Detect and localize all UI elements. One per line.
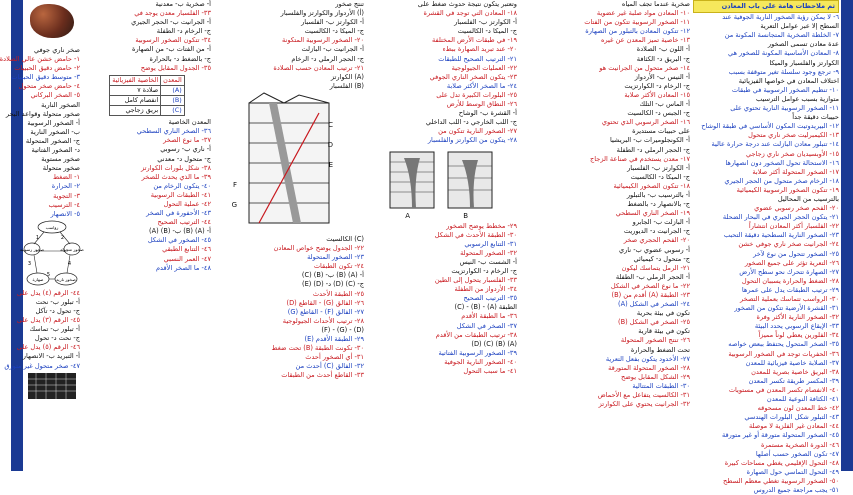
list-item: ٢١- الرمل يتماسك ليكون — [621, 263, 690, 272]
list-item: ١٤- تتبلور معادن البازلت عند درجة حرارة عالية — [711, 140, 839, 149]
minerals-table — [109, 75, 184, 116]
list-item: أ- (A) (B) ب- (B) (A) — [149, 227, 211, 236]
layer-label-c: C — [328, 120, 333, 129]
list-item: ١١- الصخور الرسوبية النارية تحتوي على — [730, 104, 839, 113]
list-item: ٢١- الترتيب الصحيح للطبقات — [438, 54, 517, 63]
list-item: ٤٧- العمر النسبي — [163, 254, 211, 263]
cycle-number-2: 2 — [60, 234, 64, 241]
rock-layers-figure-a-b — [382, 148, 502, 220]
list-item: ٢٣- الصخور المتحولة — [307, 253, 364, 262]
list-item: صخر ناري جوفي — [33, 46, 80, 54]
rock-specimen-image — [24, 0, 80, 46]
list-item: ١٦- الصخر الرسوبي الذي تحتوي — [601, 118, 690, 127]
list-item: (A) الكوارتز — [330, 72, 364, 81]
list-item: ٣٠- الطبقات المتتالية — [632, 381, 690, 390]
list-item: ٤٣- الأحفورة في الصخر — [146, 209, 211, 218]
list-item: ٣٧- الصخر في الشكل — [456, 321, 517, 330]
list-item: أ- رسوبي عضوي ب- ناري — [618, 245, 690, 254]
figure-label-b: B — [463, 211, 468, 220]
list-item: ج- بالانصهار د- بالضغط — [627, 200, 690, 209]
list-item: ٢٨- الضغط والحرارة يسببان التحول — [741, 276, 839, 285]
list-item: ٤٦- الدورة الصخرية مستمرة — [760, 440, 839, 449]
list-item: ٤٠- الصخور النارية الجوفية — [444, 357, 517, 366]
list-item: ج- بالضغط د- بالحرارة — [149, 54, 211, 63]
list-item: ١١- الصخور الرسوبية تتكون من الفتات — [584, 18, 690, 27]
list-item: ٣٧- الصلابة خاصية فيزيائية للمعدن — [745, 358, 839, 367]
list-item: أ- صخرية ب- معدنية — [155, 0, 211, 8]
list-item: ٦- لا يمكن رؤية الصخور النارية الجوفية عند — [722, 13, 839, 22]
list-item: عدة معادن تسمى الصخور — [767, 40, 839, 49]
section-header: ثم ملاحظات هامة على باب المعادن — [693, 0, 839, 13]
layer-label-e: E — [328, 160, 333, 169]
list-item: ٤٤- الرقم (٤) يدل على — [16, 288, 80, 297]
list-item: ٣٨- البريق خاصية بصرية للمعدن — [751, 367, 839, 376]
list-item: ١٨- المعادن التي توجد في القشرة — [423, 9, 517, 18]
list-item: ٢٩- مخطط يوضح الصخور — [446, 221, 517, 230]
list-item: ٣٥- الترتيب الصحيح — [463, 294, 517, 303]
list-item: ج- متحول د- معدني — [157, 154, 211, 163]
list-item: أ- تبلور ب- تماسك — [29, 325, 80, 334]
list-item: ٢٢- ما نوع الصخر في الشكل — [610, 281, 690, 290]
list-item: ٤٨- التحول الإقليمي يغطي مساحات كبيرة — [724, 458, 839, 467]
list-item: ٢١- يتكون الحجر الجيري في البحار الضحلة — [722, 213, 839, 222]
list-item: ٢٣- الطبقة (A) أقدم من (B) — [611, 291, 690, 299]
list-item: ٢٩- ترتيب الطبقات يدل على عمرها — [741, 285, 839, 294]
list-item: ج- الميكا د- الكالسيت — [304, 27, 364, 36]
list-item: ج- الرخام د- الكوارتزيت — [624, 81, 690, 90]
list-item: ٤٥- الرقم (٣) يدل على — [16, 316, 80, 325]
list-item: ٢٥- الصخر في الشكل (B) — [618, 318, 690, 327]
list-item: ٤٣- التبلور شكل البلورات الهندسي — [744, 413, 839, 422]
list-item: ٣٤- تتكون الصخور الرسوبية — [135, 36, 211, 45]
list-item: ٤٢- خط المعدن لون مسحوقه — [757, 404, 839, 413]
table-cell: الخاصية الفيزيائية — [110, 75, 161, 85]
list-item: ١- الضغط — [52, 173, 80, 182]
column-3 — [367, 0, 517, 471]
list-item: (C) الكالسيت — [326, 234, 364, 243]
list-item: ٢٠- عند تبريد الصهارة ببطء — [442, 45, 517, 54]
column-2 — [520, 0, 690, 471]
layer-label-d: D — [327, 140, 333, 149]
list-item: ٢- حامض دقيق الحبيبات — [14, 64, 80, 73]
list-item: ج- متحول د- كيميائي — [633, 254, 690, 263]
list-item: ١٧- معدن يستخدم في صناعة الزجاج — [589, 154, 690, 163]
list-item: ٣٩- المكسر طريقة تكسر المعدن — [748, 376, 839, 385]
list-item: الصخور النارية — [41, 100, 80, 109]
list-item: ٤١- ما سبب التحول — [463, 367, 517, 375]
list-item: ١٧- الصخور المتحولة أكثر صلابة — [752, 167, 839, 176]
list-item: ٤- حامض صخر متحول — [18, 82, 80, 91]
list-item: ٨- المعادن الأساسية المكونة للصخور هي — [727, 49, 839, 58]
list-item: ج- تحول د- تآكل — [35, 306, 80, 315]
list-item: ج- الجبس د- الكالسيت — [627, 109, 690, 118]
list-item: ٢٨- ترتيب الأحداث الجيولوجية — [282, 316, 364, 325]
table-row — [110, 106, 184, 116]
list-item: ١٠- تنظيم الصخور الرسوبية في طبقات — [731, 85, 839, 94]
list-item: صخور مستوية — [41, 155, 80, 164]
list-item: ٤٤- الترتيب الصحيح — [157, 218, 211, 227]
list-item: ج- الرخام د- الكوارتزيت — [451, 266, 517, 275]
list-item: ٣٧- ما نوع الصخر — [163, 136, 211, 145]
crystal-structure-image — [24, 371, 80, 401]
list-item: وتعتبر يتكون نتيجة حدوث ضغط على — [417, 0, 517, 8]
list-item: ج- الميكا د- الكالسيت — [630, 172, 690, 181]
column-3-list-bottom — [367, 222, 517, 377]
table-cell: (A) — [161, 85, 185, 95]
list-item: ج- الجرانيت د- الديوريت — [623, 227, 690, 236]
list-item: ج- الرخام د- الطفلة — [156, 27, 211, 36]
list-item: ٩- ترجع وجود سلسلة تغير متوقفة بسبب — [728, 67, 839, 76]
column-4-list-top — [214, 0, 364, 91]
list-item: ٤- الترسيب — [48, 200, 80, 209]
list-item: أ- الصخور الرسوبية — [27, 118, 80, 127]
list-item: ٣- متوسط دقيق الحبيبات — [11, 73, 80, 82]
list-item: ٣٥- الصخر المتحول يحتفظ ببعض خواصه — [728, 340, 839, 349]
list-item: ٣٤- الفلورين يعطي لوناً مميزاً — [758, 331, 839, 340]
list-item: ١٢- تتكون المعادن بالتبلور من الصهارة — [585, 27, 690, 36]
list-item: ٢٧- الصخور النارية تتكون من — [438, 127, 517, 136]
list-item: تكون في بيئة قارية — [638, 327, 690, 336]
list-item: ٥- الصخر البركاني — [30, 91, 80, 100]
column-6-list-top — [0, 46, 80, 219]
list-item: أ- التبريد ب- الانصهار — [22, 352, 80, 361]
list-item: ٢٢- الجدول يوضح خواص المعادن — [273, 244, 364, 253]
list-item: ٣٢- الفالق (C) أحدث من — [295, 362, 364, 371]
list-item: أ- النيس ب- الأردواز — [634, 72, 690, 81]
column-1 — [693, 0, 839, 494]
list-item: أ- الكوارتز ب- الفلسبار — [454, 18, 517, 27]
list-item: ٢٥- الصخور تتحول من نوع لآخر — [753, 249, 839, 258]
list-item: ٣١- الكالسيت يتفاعل مع الأحماض — [597, 391, 690, 400]
cycle-number-4: 4 — [67, 260, 71, 267]
column-5-list-bottom — [83, 118, 211, 273]
list-item: ج- الحجر الرملي د- الطفلة — [616, 145, 690, 154]
list-item: ٣٠- الطبقة الأحدث في الشكل — [434, 230, 517, 239]
cycle-label-sediments: رواسب — [45, 224, 59, 230]
table-row — [110, 85, 184, 95]
list-item: ٢٦- الفالق (G) - القاطع (D) — [286, 298, 364, 307]
table-cell: (B) — [161, 95, 185, 105]
list-item: ٢٠- الفحم صخر رسوبي عضوي — [754, 204, 839, 213]
list-item: ٢٧- الأخدود يتكون بفعل التعرية — [605, 354, 690, 363]
list-item: ٣٣- الفلسبار معدن يوجد في — [134, 9, 211, 18]
column-2-list — [520, 0, 690, 409]
list-item: ٥٠- الصخور الرسوبية تغطي معظم السطح — [723, 476, 839, 485]
list-item: ٣٠- الرواسب تتماسك بعملية التصخر — [739, 295, 839, 303]
list-item: ج- الصخور المتحولة — [25, 136, 80, 145]
list-item: أ- تبلور ب- نحت — [35, 297, 80, 306]
list-item: تحت الضغط والحرارة — [630, 345, 690, 354]
list-item: ١٢- البيريدوتيت المكون الأساسي في طبقة الوشاح — [701, 122, 839, 131]
list-item: أ- الماس ب- التلك — [639, 100, 690, 109]
list-item: د- الصخور الفتاتية — [31, 146, 80, 155]
column-4 — [214, 0, 364, 471]
table-cell: بريق زجاجي — [110, 106, 161, 116]
list-item: أ- بالترسيب ب- بالتبلور — [626, 190, 690, 199]
list-item: ج- نحت د- تحول — [34, 334, 80, 343]
list-item: صخور متحولة وقواعد البحر — [5, 109, 80, 118]
list-item: ٣١- القشرة الأرضية تتكون من الصخور — [734, 304, 839, 313]
list-item: ٣٢- الجرانيت يحتوي على الكوارتز — [598, 400, 690, 409]
list-item: ٢٧- الفالق (F) - القاطع (G) — [287, 307, 364, 316]
list-item: ١٣- الكيمبرليت صخر ناري متحول — [748, 131, 839, 140]
list-item: أ- من الفتات ب- من الصهارة — [131, 45, 211, 54]
column-4-list-bottom — [214, 235, 364, 381]
list-item: تكون في بيئة بحرية — [636, 309, 690, 318]
table-cell: صلادة ٧ — [110, 85, 161, 95]
list-item: أ- الكوارتز ب- الفلسبار — [627, 163, 690, 172]
list-item: ٤١- الطبقات الرسوبية — [150, 190, 211, 199]
list-item: صخرية عندما تجف المياه — [621, 0, 690, 8]
list-item: ٣١- التتابع الرسوبي — [464, 239, 517, 248]
cycle-label-sedimentary: صخور رسوبية — [19, 246, 45, 252]
column-5-list-top — [83, 0, 211, 73]
list-item: ١٨- تتكون الصخور الكيميائية — [613, 181, 690, 190]
list-item: حبيبات دقيقة جداً — [792, 113, 839, 122]
list-item: ٢٨- الصخور المتحولة المتورقة — [608, 363, 690, 372]
cycle-number-1: 1 — [35, 234, 39, 241]
list-item: ج- الحجر الرملي د- الرخام — [291, 54, 364, 63]
list-item: ٤٦- الرقم (٥) يدل على — [16, 343, 80, 352]
list-item: ٣٨- ترتيب الطبقات من الأقدم — [435, 330, 517, 339]
list-item: اختلاف المعادن في خواصها الفيزيائية — [738, 76, 839, 85]
list-item: أ- الكوارتز ب- الفلسبار — [301, 18, 364, 27]
list-item: ٥١- يجب مراجعة جميع الدروس — [753, 485, 839, 494]
list-item: ٤٠- الانفصام تكسر المعدن في مستويات — [728, 385, 839, 394]
list-item: أ- الكونجلوميرات ب- البريشيا — [609, 136, 690, 145]
list-item: ٢٨- يتكون من الكوارتز والفلسبار — [427, 136, 517, 145]
column-5 — [83, 0, 211, 471]
list-item: ٣٣- الفلسبار يتحول إلى الطين — [434, 276, 517, 285]
list-item: ١٩- في طبقات الأرض المختلفة — [432, 36, 517, 45]
list-item: ٢٩- الشكل المقابل يوضح — [620, 372, 690, 381]
list-item: ٣٢- الصخور المتحولة — [460, 248, 517, 257]
list-item: ١٩- الصخر الناري السطحي — [615, 209, 690, 218]
table-row — [110, 95, 184, 105]
list-item: ٣٤- الأردواز من الطفلة — [454, 285, 517, 294]
list-item: ب- الصخور النارية — [30, 127, 80, 136]
list-item: ٧- الخلطة الصخرية المتجانسة المكونة من — [724, 31, 839, 40]
list-item: المعدن الخاصية — [168, 118, 211, 127]
list-item: ٤٥- الصخور في الشكل — [147, 236, 211, 245]
column-1-list — [693, 13, 839, 495]
list-item: ٣٢- الصخور النارية الأكثر وفرة — [756, 313, 839, 322]
list-item: ٢٦- التعرية تؤثر على جميع الصخور — [744, 258, 839, 267]
cycle-number-5: 5 — [46, 271, 50, 278]
list-item: السطح إلا عبر عوامل التعرية — [760, 22, 839, 31]
right-border-band — [841, 0, 853, 471]
list-item: ١٣- خاصية تميز المعدن عن غيره — [600, 36, 690, 45]
list-item: ٢٠- الصخور الرسوبية المتكونة — [282, 36, 364, 45]
list-item: ج- اللب الخارجي د- اللب الداخلي — [425, 118, 517, 127]
list-item: ٤٢- عملية التحول — [163, 199, 211, 208]
list-item: ٢٤- الصخر في الشكل (A) — [618, 300, 690, 309]
list-item: ٢٢- العمليات الجيولوجية — [451, 63, 517, 72]
list-item: ٣٦- الصخر الناري السطحي — [136, 127, 211, 136]
list-item: ٤٧- صخر متحول غير متورق — [4, 361, 80, 370]
list-item: ٢٤- ما الصخر الأكثر صلابة — [446, 81, 517, 90]
column-6-list-bottom — [4, 288, 80, 371]
list-item: ٣٥- الجدول المقابل يوضح — [140, 63, 211, 72]
list-item: ٤٧- تكون الصخور حسب أصلها — [755, 449, 839, 458]
list-item: (A) (B) (C) (D) — [471, 339, 517, 348]
list-item: ٢٤- الجرانيت صخر ناري جوفي خشن — [738, 240, 839, 249]
cycle-label-igneous: صخور نارية — [56, 276, 76, 282]
list-item: ٢٣- الصخور النارية السطحية دقيقة التحبب — [723, 231, 839, 240]
list-item: ٤٩- التحول التماسي حول الصهارة — [746, 467, 839, 476]
list-item: ٢٥- البلورات الكبيرة تدل على — [436, 90, 517, 99]
rock-cycle-diagram — [19, 219, 84, 289]
list-item: ٢٥- الطبقة الأحدث — [312, 289, 364, 298]
list-item: ٣٩- الصخور الرسوبية الفتاتية — [438, 348, 517, 357]
list-item: ٣- التجوية — [53, 191, 80, 200]
list-item: ١- حامض خشن عالي الصلادة — [0, 55, 80, 64]
list-item: ١٠- المعادن مواد صلبة غير عضوية — [596, 9, 690, 18]
list-item: ٢٦- النطاق الوسط للأرض — [446, 100, 517, 109]
layer-label-f: F — [232, 180, 237, 189]
list-item: ٢٧- الصهارة تتحرك نحو سطح الأرض — [739, 267, 839, 276]
list-item: ٤٨- ما الصخر الأقدم — [155, 263, 211, 272]
list-item: متوازية بسبب عوامل الترسيب — [756, 94, 839, 103]
list-item: ٢- الحرارة — [51, 182, 80, 191]
list-item: ٢٢- الفلسبار أكثر المعادن انتشاراً — [748, 222, 839, 231]
list-item: ٣٣- القاطع أحدث من الطبقات — [281, 371, 364, 380]
list-item: ٢٣- يتكون الصخر الناري الجوفي — [429, 72, 517, 81]
list-item: أ- اللون ب- الصلادة — [636, 45, 690, 54]
list-item: بالترسيب من المحاليل — [777, 194, 839, 203]
list-item: (B) الفلسبار — [329, 81, 364, 90]
list-item: ٣٣- الإيقاع الرسوبي يحدد البيئة — [754, 322, 839, 331]
geologic-cross-section-figure — [229, 93, 349, 233]
list-item: ١٥- الأوبسيديان صخر ناري زجاجي — [745, 149, 839, 158]
cycle-number-3: 3 — [27, 260, 31, 267]
list-item: أ- القشرة ب- الوشاح — [458, 109, 517, 118]
table-cell: المعدن — [161, 75, 185, 85]
list-item: ٤٥- الصخور المتحولة متورقة أو غير متورقة — [722, 431, 839, 440]
list-item: ٥- الانصهار — [50, 209, 80, 218]
list-item: ٢٠- الفحم الحجري صخر — [623, 236, 690, 245]
list-item: ١٨- الرخام صخر متحول من الحجر الجيري — [724, 176, 839, 185]
list-item: ٣٨- شكل بلورات الكوارتز — [141, 163, 211, 172]
list-item: أ- الحجر الرملي ب- الطفلة — [615, 272, 690, 281]
table-cell: انفصام كامل — [110, 95, 161, 105]
figure-label-a: A — [405, 211, 410, 220]
table-row — [110, 75, 184, 85]
list-item: ٢٦- تنتج الصخور المتحولة — [620, 336, 690, 345]
list-item: ١٥- المعادن الأكثر صلابة — [624, 90, 690, 99]
list-item: (أ) الأردواز والكوارتز والفلسبار — [280, 9, 364, 18]
list-item: أ- الشست ب- النيس — [459, 257, 517, 266]
list-item: ٤٦- التتابع الطبقي — [162, 245, 211, 254]
list-item: ٣٦- ما الطبقة الأقدم — [461, 312, 517, 321]
list-item: أ- البازلت ب- الجابرو — [632, 218, 690, 227]
list-item: ٢١- ترتيب المعادن حسب الصلادة — [273, 63, 364, 72]
list-item: ٢٤- تكون الطبقات — [313, 262, 364, 271]
list-item: ٢٩- الطبقة الأقدم (E) — [304, 334, 364, 343]
list-item: ٣٩- ما الذي يحدث للصخر — [141, 172, 211, 181]
list-item: أ- (A) (B) ب- (B) (C) — [301, 271, 364, 280]
list-item: ٤٤- المعادن غير الفلزية لا موصلة — [748, 422, 839, 431]
list-item: صخور متحولة — [42, 164, 80, 173]
list-item: ٣٦- الحفريات توجد في الصخور الرسوبية — [728, 349, 839, 358]
list-item: ١٦- الاستحالة تحول الصخور دون انصهارها — [725, 158, 839, 167]
column-3-list-top — [367, 0, 517, 146]
list-item: تنتج صخور — [335, 0, 364, 8]
list-item: ج- الميكا د- الكالسيت — [457, 27, 517, 36]
list-item: أ- ناري ب- رسوبي — [160, 145, 211, 154]
cycle-label-metamorphic: صخور متحولة — [60, 246, 84, 252]
list-item: ٤١- الكثافة النوعية للمعدن — [766, 395, 839, 404]
list-item: ج- البريق د- الكثافة — [636, 54, 690, 63]
list-item: ج- (C) (D) د- (D) (E) — [302, 280, 364, 289]
list-item: الكوارتز والفلسبار والميكا — [769, 58, 839, 67]
list-item: ١٩- تتكون الصخور الرسوبية الكيميائية — [736, 185, 839, 194]
list-item: (D) - (G) - (F) — [321, 325, 364, 334]
cycle-label-magma: صهارة — [32, 276, 44, 282]
list-item: الطبقة (A) - (B) - (C) — [454, 303, 517, 312]
list-item: ٣١- أي الصخور أحدث — [305, 353, 364, 362]
list-item: أ- الجرانيت ب- البازلت — [301, 45, 364, 54]
list-item: على حبيبات مستديرة — [632, 127, 690, 136]
list-item: ٤٠- يتكون الرخام من — [153, 181, 211, 190]
layer-label-g: G — [231, 200, 237, 209]
list-item: ٣٠- تكونت الطبقة (B) تحت ضغط — [271, 344, 364, 353]
list-item: أ- الجرانيت ب- الحجر الجيري — [131, 18, 211, 27]
list-item: ١٤- صخر متحول من الجرانيت هو — [599, 63, 690, 72]
table-cell: (C) — [161, 106, 185, 116]
column-6 — [0, 0, 84, 471]
